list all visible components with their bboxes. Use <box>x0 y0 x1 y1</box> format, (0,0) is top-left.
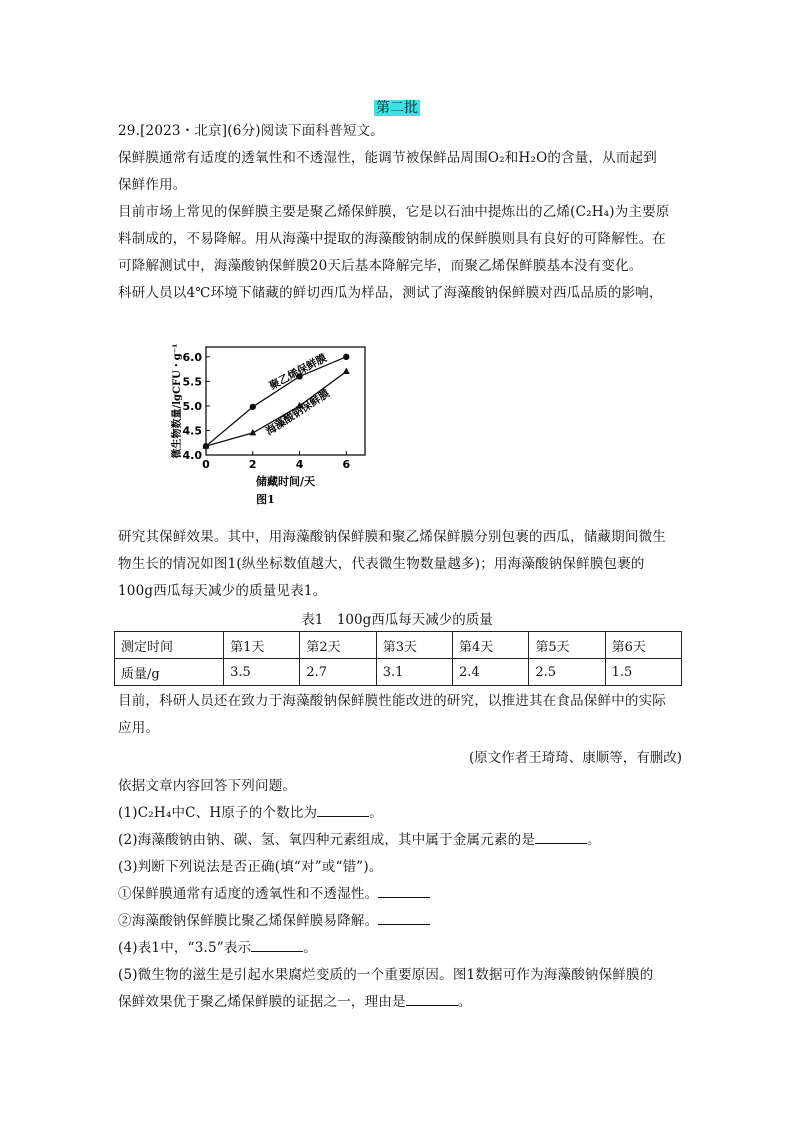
mass-loss-table <box>114 631 682 686</box>
subquestion-4: (4)表1中，“3.5”表示 。 <box>118 940 317 956</box>
subquestion-3: (3)判断下列说法是否正确(填“对”或“错”)。 <box>118 859 383 875</box>
paragraph-3-line-1: 科研人员以4℃环境下储藏的鲜切西瓜为样品，测试了海藻酸钠保鲜膜对西瓜品质的影响， <box>118 285 663 301</box>
answer-prompt: 依据文章内容回答下列问题。 <box>118 778 297 794</box>
paragraph-2-line-3: 可降解测试中，海藻酸钠保鲜膜20天后基本降解完毕，而聚乙烯保鲜膜基本没有变化。 <box>118 258 643 274</box>
table-cell: 3.5 <box>224 659 300 686</box>
answer-blank[interactable] <box>406 993 458 1006</box>
table-cell: 第3天 <box>376 632 452 659</box>
table-cell: 2.5 <box>529 659 605 686</box>
x-tick-label: 2 <box>248 458 257 471</box>
table-cell: 3.1 <box>376 659 452 686</box>
paragraph-1-line-1: 保鲜膜通常有适度的透氧性和不透湿性，能调节被保鲜品周围O₂和H₂O的含量，从而起到 <box>118 150 657 166</box>
data-point <box>343 354 349 360</box>
paragraph-5-line-1: 目前，科研人员还在致力于海藻酸钠保鲜膜性能改进的研究，以推进其在食品保鲜中的实际 <box>118 693 666 709</box>
data-point <box>250 404 256 410</box>
source-credit: (原文作者王琦琦、康顺等，有删改) <box>468 750 682 766</box>
question-header: 29.[2023・北京](6分)阅读下面科普短文。 <box>118 123 384 139</box>
table-cell: 2.7 <box>300 659 376 686</box>
series-label: 海藻酸钠保鲜膜 <box>263 387 332 438</box>
paragraph-4-line-1: 研究其保鲜效果。其中，用海藻酸钠保鲜膜和聚乙烯保鲜膜分别包裹的西瓜，储藏期间微生 <box>118 529 666 545</box>
figure-1-chart <box>160 333 390 523</box>
table-cell: 第5天 <box>529 632 605 659</box>
paragraph-2-line-1: 目前市场上常见的保鲜膜主要是聚乙烯保鲜膜，它是以石油中提炼出的乙烯(C₂H₄)为主要原 <box>118 204 670 220</box>
table-cell: 1.5 <box>605 659 681 686</box>
x-tick-label: 0 <box>202 458 210 471</box>
paragraph-4-line-3: 100g西瓜每天减少的质量见表1。 <box>118 583 327 599</box>
y-tick-label: 5.5 <box>182 375 202 389</box>
table-cell: 第6天 <box>605 632 681 659</box>
subquestion-1: (1)C₂H₄中C、H原子的个数比为 。 <box>118 805 383 821</box>
chart-title: 图1 <box>256 493 275 506</box>
y-axis-label: 微生物数量/lgCFU・g⁻¹ <box>172 343 183 459</box>
table-cell: 第2天 <box>300 632 376 659</box>
y-tick-label: 4.0 <box>182 449 202 462</box>
table-row <box>115 659 682 686</box>
answer-blank[interactable] <box>251 939 303 952</box>
table-cell: 第1天 <box>224 632 300 659</box>
y-tick-label: 5.0 <box>182 399 202 413</box>
paragraph-2-line-2: 料制成的，不易降解。用从海藻中提取的海藻酸钠制成的保鲜膜则具有良好的可降解性。在 <box>118 231 666 247</box>
series-label: 聚乙烯保鲜膜 <box>267 352 329 393</box>
subquestion-5-line-1: (5)微生物的滋生是引起水果腐烂变质的一个重要原因。图1数据可作为海藻酸钠保鲜膜的 <box>118 967 654 983</box>
paragraph-1-line-2: 保鲜作用。 <box>118 177 187 193</box>
x-axis-label: 储藏时间/天 <box>255 475 316 488</box>
subquestion-2: (2)海藻酸钠由钠、碳、氢、氧四种元素组成，其中属于金属元素的是 。 <box>118 832 601 848</box>
table-header-row <box>115 632 682 659</box>
answer-blank[interactable] <box>378 912 430 925</box>
table-cell: 质量/g <box>115 659 224 686</box>
answer-blank[interactable] <box>535 831 587 844</box>
table-cell: 第4天 <box>453 632 529 659</box>
answer-blank[interactable] <box>317 804 369 817</box>
heading-label: 第二批 <box>376 100 418 116</box>
table-cell: 测定时间 <box>115 632 224 659</box>
paragraph-4-line-2: 物生长的情况如图1(纵坐标数值越大，代表微生物数量越多)；用海藻酸钠保鲜膜包裹的 <box>118 556 645 572</box>
subquestion-5-line-2: 保鲜效果优于聚乙烯保鲜膜的证据之一，理由是 。 <box>118 994 472 1010</box>
table-title: 表1 100g西瓜每天减少的质量 <box>301 612 493 628</box>
y-tick-label: 6.0 <box>182 350 202 364</box>
subquestion-3a: ①保鲜膜通常有适度的透氧性和不透湿性。 <box>118 881 682 908</box>
data-point <box>343 368 350 375</box>
x-tick-label: 6 <box>342 458 351 471</box>
answer-blank[interactable] <box>378 885 430 898</box>
subquestion-3b: ②海藻酸钠保鲜膜比聚乙烯保鲜膜易降解。 <box>118 908 682 935</box>
paragraph-5-line-2: 应用。 <box>118 720 160 736</box>
section-heading <box>0 97 794 117</box>
y-tick-label: 4.5 <box>182 424 202 438</box>
x-tick-label: 4 <box>295 458 304 471</box>
table-cell: 2.4 <box>453 659 529 686</box>
